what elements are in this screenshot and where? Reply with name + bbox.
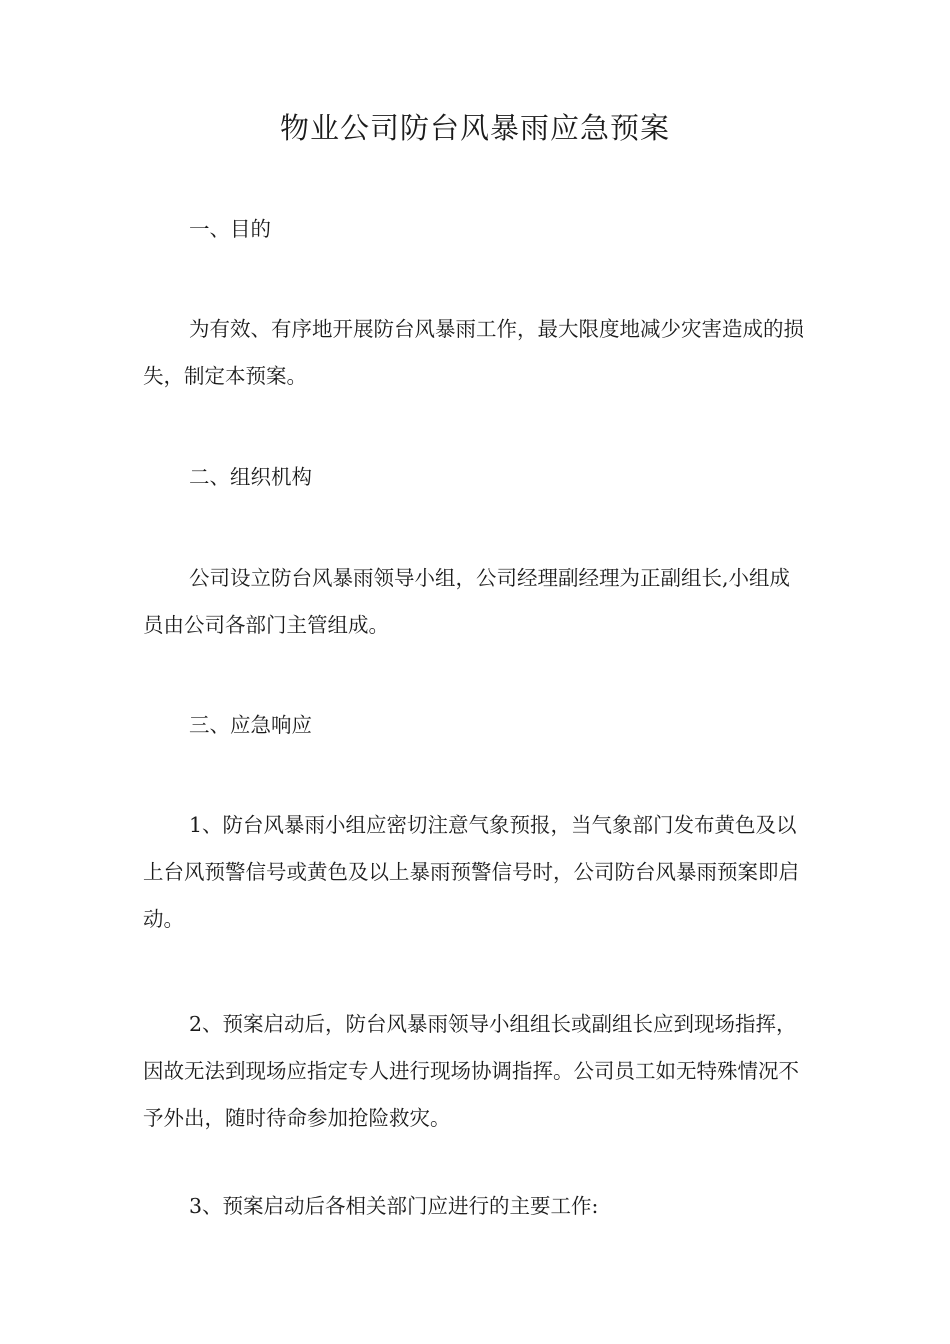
paragraph-response-item-3: 3、预案启动后各相关部门应进行的主要工作: <box>189 1194 599 1218</box>
document-title: 物业公司防台风暴雨应急预案 <box>279 111 670 145</box>
section-heading-organization: 二、组织机构 <box>189 465 312 489</box>
paragraph-response-item-1: 1、防台风暴雨小组应密切注意气象预报，当气象部门发布黄色及以上台风预警信号或黄色及以上暴雨预警信号时，公司防台风暴雨预案即启动。 <box>143 813 799 931</box>
paragraph-purpose: 为有效、有序地开展防台风暴雨工作，最大限度地减少灾害造成的损失，制定本预案。 <box>143 317 804 388</box>
paragraph-organization: 公司设立防台风暴雨领导小组，公司经理副经理为正副组长,小组成员由公司各部门主管组成。 <box>143 566 791 637</box>
section-heading-purpose: 一、目的 <box>189 217 271 241</box>
section-heading-emergency-response: 三、应急响应 <box>189 713 312 737</box>
paragraph-response-item-2: 2、预案启动后，防台风暴雨领导小组组长或副组长应到现场指挥，因故无法到现场应指定专人进行现场协调指挥。公司员工如无特殊情况不予外出，随时待命参加抢险救灾。 <box>143 1012 799 1130</box>
